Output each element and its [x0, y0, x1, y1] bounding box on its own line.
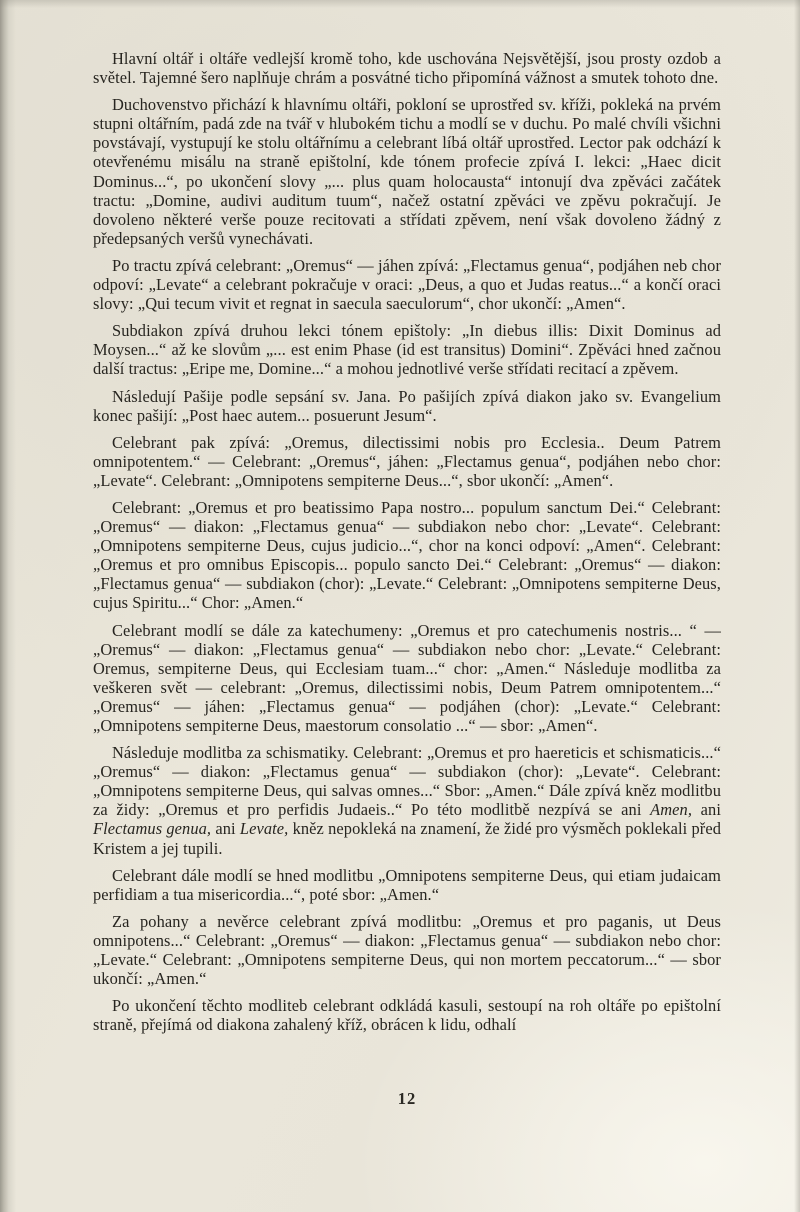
paragraph: Za pohany a nevěrce celebrant zpívá modlitbu: „Oremus et pro paganis, ut Deus omnipotens...“ Celebrant: „Oremus“ — diakon: „Flectamus genua“ — subdiakon nebo chor: „Levate.“ Celebrant: „Omnipotens sempiterne Deus, qui non mortem peccatorum...“ — sbor ukončí: „Amen.“ — [93, 911, 721, 989]
page-right-edge-shadow — [794, 0, 800, 1212]
paragraph: Celebrant modlí se dále za katechumeny: „Oremus et pro catechumenis nostris... “ — „Oremus“ — diakon: „Flectamus genua“ — subdiakon nebo chor: „Levate.“ Celebrant: Oremus, sempiterne Deus, qui Ecclesiam tuam...“ chor: „Amen.“ Následuje modlitba za veškeren svět — celebrant: „Oremus, dilectissimi nobis, Deum Patrem omnipotentem...“ „Oremus“ — jáhen: „Flectamus genua“ — podjáhen (chor): „Levate.“ Celebrant: „Omnipotens sempiterne Deus, maestorum consolatio ...“ — sbor: „Amen“. — [93, 620, 721, 735]
page-top-edge-shadow — [0, 0, 800, 8]
paragraph: Po ukončení těchto modliteb celebrant odkládá kasuli, sestoupí na roh oltáře po epištolní straně, přejímá od diakona zahalený kříž, obrácen k lidu, odhalí — [93, 996, 721, 1035]
paragraph: Celebrant: „Oremus et pro beatissimo Papa nostro... populum sanctum Dei.“ Celebrant: „Oremus“ — diakon: „Flectamus genua“ — subdiakon nebo chor: „Levate“. Celebrant: „Omnipotens sempiterne Deus, cujus judicio...“, chor na konci odpoví: „Amen“. Celebrant: „Oremus et pro omnibus Episcopis... populo sancto Dei.“ Celebrant: „Oremus“ — diakon: „Flectamus genua“ — subdiakon (chor): „Levate.“ Celebrant: „Omnipotens sempiterne Deus, cujus Spiritu...“ Chor: „Amen.“ — [93, 497, 721, 613]
paragraph: Subdiakon zpívá druhou lekci tónem epištoly: „In diebus illis: Dixit Dominus ad Moysen...“ až ke slovům „... est enim Phase (id est transitus) Domini“. Zpěváci hned začnou další tractus: „Eripe me, Domine...“ a mohou jednotlivé verše střídati recitací a zpěvem. — [93, 321, 721, 379]
paragraph: Duchovenstvo přichází k hlavnímu oltáři, pokloní se uprostřed sv. kříži, pokleká na prvém stupni oltářním, padá zde na tvář v hlubokém tichu a modlí se v duchu. Po malé chvíli všichni povstávají, vystupují ke stolu oltářnímu a celebrant líbá oltář uprostřed. Lector pak odchází k otevřenému misálu na straně epištolní, kde tónem profecie zpívá I. lekci: „Haec dicit Dominus...“, po ukončení slovy „... plus quam holocausta“ intonují dva zpěváci začátek tractu: „Domine, audivi auditum tuum“, načež ostatní zpěváci ve zpěvu pokračují. Je dovoleno některé verše pouze recitovati a střídati zpěvem, není však dovoleno žádný z předepsaných veršů vynechávati. — [93, 95, 721, 248]
italic-term: Levate, — [239, 819, 289, 839]
italic-term: Flectamus genua, — [93, 819, 212, 839]
paragraph-segment: kněz nepokleká na znamení, že židé pro výsměch poklekali před Kristem a jej tupili. — [93, 819, 722, 858]
paragraph: Následují Pašije podle sepsání sv. Jana. Po pašijích zpívá diakon jako sv. Evangelium konec pašijí: „Post haec autem... posuerunt Jesum“. — [93, 386, 721, 425]
paragraph-segment: Následuje modlitba za schismatiky. Celebrant: „Oremus et pro haereticis et schismaticis...“ „Oremus“ — diakon: „Flectamus genua“ — subdiakon (chor): „Levate“. Celebrant: „Omnipotens sempiterne Deus, qui salvas omnes...“ Sbor: „Amen.“ Dále zpívá kněz modlitbu za židy: „Oremus et pro perfidis Judaeis..“ Po této modlitbě nezpívá se ani — [93, 743, 721, 820]
page-number: 12 — [397, 1089, 417, 1108]
body-text — [93, 49, 721, 1042]
paragraph: Celebrant pak zpívá: „Oremus, dilectissimi nobis pro Ecclesia.. Deum Patrem omnipotentem.“ — Celebrant: „Oremus“, jáhen: „Flectamus genua“, podjáhen nebo chor: „Levate“. Celebrant: „Omnipotens sempiterne Deus...“, sbor ukončí: „Amen“. — [93, 432, 721, 490]
paragraph: Po tractu zpívá celebrant: „Oremus“ — jáhen zpívá: „Flectamus genua“, podjáhen neb chor odpoví: „Levate“ a celebrant pokračuje v oraci: „Deus, a quo et Judas reatus...“ a končí oraci slovy: „Qui tecum vivit et regnat in saecula saeculorum“, chor ukončí: „Amen“. — [93, 255, 721, 314]
paragraph-segment: ani — [211, 819, 240, 839]
paragraph: Celebrant dále modlí se hned modlitbu „Omnipotens sempiterne Deus, qui etiam judaicam perfidiam a tua misericordia...“, poté sbor: „Amen.“ — [93, 865, 721, 904]
paragraph-segment: ani — [692, 800, 721, 820]
paragraph — [93, 743, 721, 858]
italic-term: Amen, — [650, 800, 693, 820]
page-left-edge-shadow — [0, 0, 16, 1212]
paragraph: Hlavní oltář i oltáře vedlejší kromě toho, kde uschována Nejsvětější, jsou prosty ozdob a světel. Tajemné šero naplňuje chrám a posvátné ticho připomíná vážnost a smutek tohoto dne. — [93, 49, 721, 88]
